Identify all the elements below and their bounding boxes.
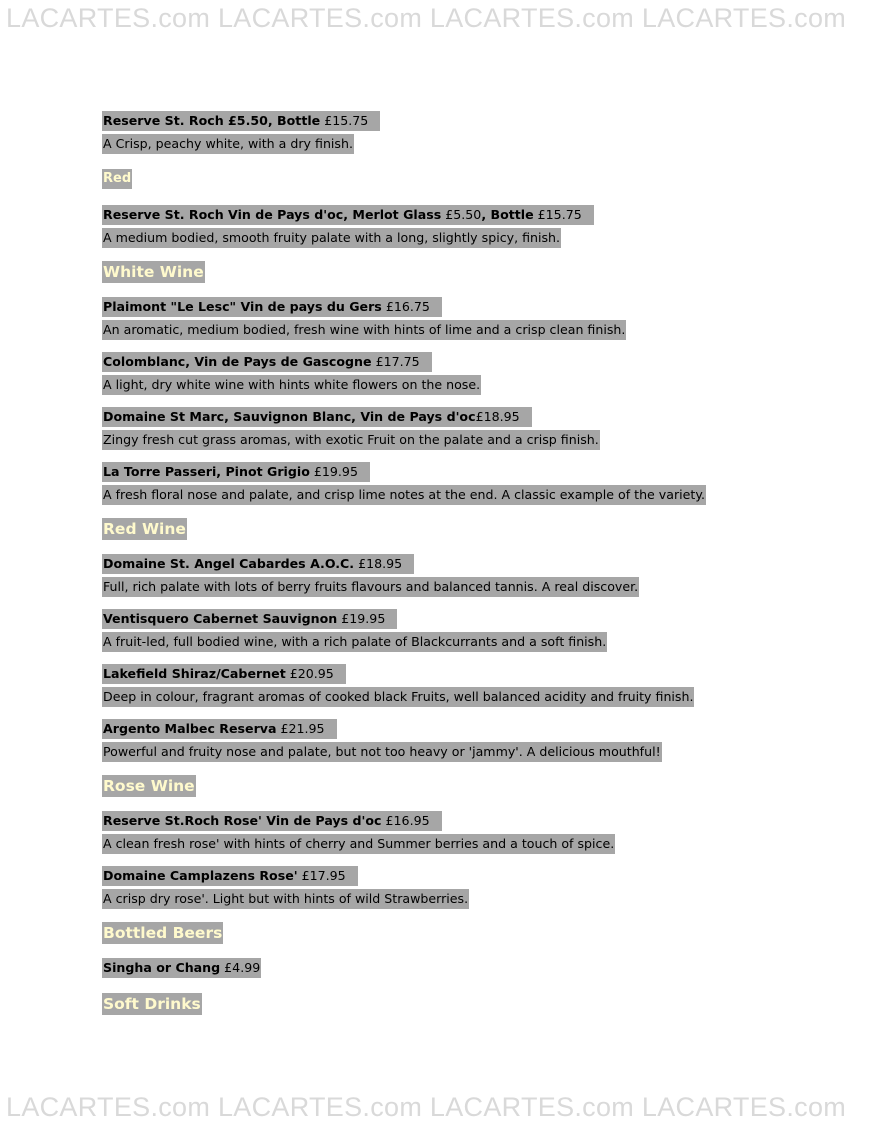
item-price: £15.75	[324, 113, 369, 128]
item-name: Ventisquero Cabernet Sauvignon	[103, 611, 338, 626]
item-name-line	[102, 554, 414, 574]
item-name-line	[102, 609, 397, 629]
item-price: £19.95	[313, 464, 358, 479]
item-name: Lakefield Shiraz/Cabernet	[103, 666, 286, 681]
item-name-line	[102, 664, 346, 684]
item-description: A medium bodied, smooth fruity palate with a long, slightly spicy, finish.	[102, 228, 561, 248]
item-name: Domaine St. Angel Cabardes A.O.C.	[103, 556, 355, 571]
menu-item-house-red	[102, 204, 822, 248]
menu-item	[102, 608, 822, 652]
item-glass-price: £5.50	[445, 207, 482, 222]
section-heading-rose-wine: Rose Wine	[103, 777, 195, 795]
item-price: £21.95	[280, 721, 325, 736]
item-name-line	[102, 462, 370, 482]
section-heading-red-wine: Red Wine	[103, 520, 186, 538]
item-price: £15.75	[537, 207, 582, 222]
section-heading-white-wine: White Wine	[103, 263, 204, 281]
menu-item	[102, 718, 822, 762]
item-description: A fruit-led, full bodied wine, with a rich palate of Blackcurrants and a soft finish.	[102, 632, 607, 652]
item-price: £17.75	[375, 354, 420, 369]
item-name-line	[102, 352, 432, 372]
menu-item	[102, 351, 822, 395]
item-price: £20.95	[289, 666, 334, 681]
item-name: Domaine St Marc, Sauvignon Blanc, Vin de Pays d'oc	[103, 409, 476, 424]
menu-item	[102, 553, 822, 597]
item-description: Full, rich palate with lots of berry fruits flavours and balanced tannis. A real discover.	[102, 577, 639, 597]
section-heading-bottled-beers: Bottled Beers	[103, 924, 223, 942]
item-bottle-label: , Bottle	[481, 207, 534, 222]
item-price: £4.99	[224, 960, 261, 975]
item-name: Domaine Camplazens Rose'	[103, 868, 298, 883]
menu-item	[102, 810, 822, 854]
item-name-line	[102, 958, 261, 978]
menu-content	[102, 110, 822, 1028]
item-name: Colomblanc, Vin de Pays de Gascogne	[103, 354, 372, 369]
item-price: £16.75	[385, 299, 430, 314]
item-description: An aromatic, medium bodied, fresh wine with hints of lime and a crisp clean finish.	[102, 320, 626, 340]
item-description: Powerful and fruity nose and palate, but not too heavy or 'jammy'. A delicious mouthful!	[102, 742, 662, 762]
item-price: £17.95	[301, 868, 346, 883]
item-name: Reserve St. Roch £5.50, Bottle	[103, 113, 321, 128]
item-name-line	[102, 866, 358, 886]
item-name: Argento Malbec Reserva	[103, 721, 277, 736]
section-heading-red: Red	[102, 169, 132, 189]
item-description: Zingy fresh cut grass aromas, with exotic Fruit on the palate and a crisp finish.	[102, 430, 600, 450]
item-name-line	[102, 111, 380, 131]
item-name-line	[102, 297, 442, 317]
menu-item-house-white	[102, 110, 822, 154]
menu-item	[102, 296, 822, 340]
item-description: A Crisp, peachy white, with a dry finish.	[102, 134, 354, 154]
watermark-bottom: LACARTES.com LACARTES.com LACARTES.com LACARTES.com	[6, 1092, 847, 1122]
item-name: Reserve St.Roch Rose' Vin de Pays d'oc	[103, 813, 382, 828]
item-price: £18.95	[475, 409, 520, 424]
menu-item	[102, 865, 822, 909]
item-price: £19.95	[341, 611, 386, 626]
item-name-line	[102, 407, 532, 427]
item-description: A crisp dry rose'. Light but with hints of wild Strawberries.	[102, 889, 469, 909]
watermark-top: LACARTES.com LACARTES.com LACARTES.com LACARTES.com	[6, 3, 847, 33]
menu-item	[102, 663, 822, 707]
item-price: £16.95	[385, 813, 430, 828]
menu-item-beer	[102, 957, 822, 980]
item-description: A fresh floral nose and palate, and crisp lime notes at the end. A classic example of the variety.	[102, 485, 706, 505]
item-name: La Torre Passeri, Pinot Grigio	[103, 464, 310, 479]
item-name-line	[102, 811, 442, 831]
item-name-line	[102, 719, 337, 739]
item-price: £18.95	[358, 556, 403, 571]
item-description: Deep in colour, fragrant aromas of cooked black Fruits, well balanced acidity and fruity finish.	[102, 687, 694, 707]
item-name: Singha or Chang	[103, 960, 221, 975]
menu-item	[102, 406, 822, 450]
menu-item	[102, 461, 822, 505]
item-description: A clean fresh rose' with hints of cherry and Summer berries and a touch of spice.	[102, 834, 615, 854]
item-name: Reserve St. Roch Vin de Pays d'oc, Merlot Glass	[103, 207, 442, 222]
section-heading-soft-drinks: Soft Drinks	[103, 995, 201, 1013]
item-description: A light, dry white wine with hints white flowers on the nose.	[102, 375, 481, 395]
item-name: Plaimont "Le Lesc" Vin de pays du Gers	[103, 299, 382, 314]
item-name-line	[102, 205, 594, 225]
